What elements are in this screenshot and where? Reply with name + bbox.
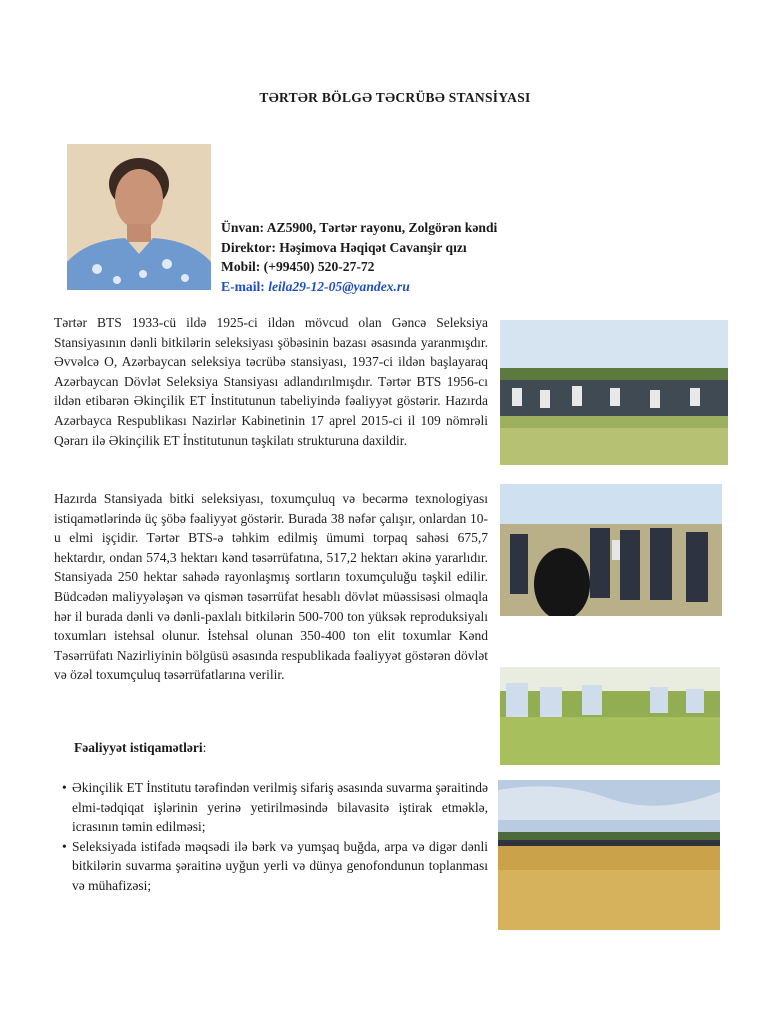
activities-heading-text: Fəaliyyət istiqamətləri — [74, 740, 203, 755]
contact-block — [221, 218, 497, 296]
current-activity-paragraph: Hazırda Stansiyada bitki seleksiyası, toxumçuluq və becərmə texnologiyası istiqamətlərində üç şöbə fəaliyyət göstərir. Burada 38 nəfər çalışır, onlardan 10-u elmi işçidir. Tərtər BTS-ə təhkim edilmiş ümumi torpaq sahəsi 675,7 hektardır, ondan 574,3 hektarı kənd təsərrüfatına, 517,2 hektarı əkinə yararlıdır. Stansiyada 250 hektar sahədə rayonlaşmış sortların toxumçuluğu təşkil edilir. Büdcədən maliyyələşən və qismən təsərrüfat hesablı dövlət müəssisəsi olmaqla hər il burada dənli və dənli-paxlalı bitkilərin 500-700 ton yüksək reproduksiyalı toxumları istehsal olunur. İstehsal olunan 350-400 ton elit toxumlar Kənd Təsərrüfatı Nazirliyinin bölgüsü əsasında respublikada fəaliyyət göstərən dövlət və özəl toxumçuluq təsərrüfatlarına verilir. — [54, 491, 488, 683]
field-visit-photo-3 — [500, 667, 720, 765]
wheat-field-photo — [498, 780, 720, 930]
email-link[interactable]: leila29-12-05@yandex.ru — [268, 278, 410, 294]
address-line: Ünvan: AZ5900, Tərtər rayonu, Zolgörən kəndi — [221, 220, 498, 235]
list-item-text: Əkinçilik ET İnstitutu tərəfindən verilmiş sifariş əsasında suvarma şəraitində elmi-tədqiqat işlərinin yerinə yetirilməsində bilavasitə iştirak etməklə, icrasının təmin edilməsi; — [72, 780, 488, 835]
mobile-line: Mobil: (+99450) 520-27-72 — [221, 259, 375, 274]
email-line — [221, 277, 497, 297]
portrait-image — [67, 144, 211, 290]
email-label: E-mail: — [221, 278, 269, 294]
page-title: TƏRTƏR BÖLGƏ TƏCRÜBƏ STANSİYASI — [259, 90, 531, 105]
list-item-text: Seleksiyada istifadə məqsədi ilə bərk və yumşaq buğda, arpa və digər dənli bitkilərin suvarma şəraitinə uyğun yerli və dünya genofondunun toplanması və mühafizəsi; — [72, 838, 488, 893]
activities-heading-colon: : — [202, 740, 207, 755]
history-paragraph: Tərtər BTS 1933-cü ildə 1925-ci ildən mövcud olan Gəncə Seleksiya Stansiyasının dənli bitkilərin seleksiyası şöbəsinin bazası əsasında yaranmışdır. Əvvəlcə O, Azərbaycan seleksiya təcrübə stansiyası, 1937-ci ildən başlayaraq Azərbaycan Dövlət Seleksiya Stansiyası adlandırılmışdır. Tərtər BTS 1956-cı ildən etibarən Əkinçilik ET İnstitutunun tabeliyində fəaliyyət göstərir. Hazırda Azərbayca Respublikası Nazirlər Kabinetinin 17 aprel 2015-ci il 109 nömrəli Qərarı ilə Əkinçilik ET İnstitutunun təşkilatı strukturuna daxildir. — [54, 315, 488, 448]
director-line: Direktor: Həşimova Həqiqət Cavanşir qızı — [221, 239, 467, 255]
activities-list — [62, 778, 488, 896]
activities-heading — [74, 740, 206, 756]
list-item — [62, 837, 488, 896]
list-item — [62, 778, 488, 837]
field-visit-photo-1 — [500, 320, 728, 465]
director-portrait — [67, 144, 211, 290]
bullet-icon: • — [62, 838, 67, 854]
bullet-icon: • — [62, 780, 67, 795]
field-visit-photo-2 — [500, 484, 722, 616]
